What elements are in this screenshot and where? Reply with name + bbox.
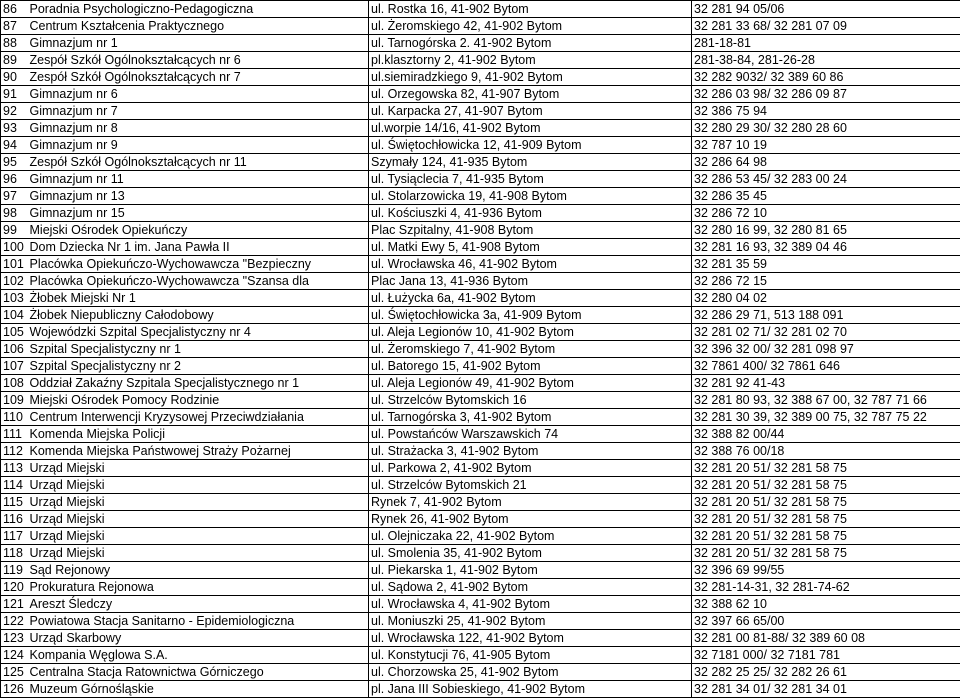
- institution-name-cell: Placówka Opiekuńczo-Wychowawcza "Bezpieczny: [28, 256, 369, 273]
- row-number-cell: 94: [1, 137, 28, 154]
- institution-name-cell: Urząd Miejski: [28, 511, 369, 528]
- phone-cell: 32 286 72 10: [692, 205, 960, 222]
- institution-name-cell: Kompania Węglowa S.A.: [28, 647, 369, 664]
- phone-cell: 32 388 62 10: [692, 596, 960, 613]
- row-number-cell: 106: [1, 341, 28, 358]
- phone-cell: 32 286 35 45: [692, 188, 960, 205]
- phone-cell: 32 281 00 81-88/ 32 389 60 08: [692, 630, 960, 647]
- institution-name-cell: Centrum Kształcenia Praktycznego: [28, 18, 369, 35]
- phone-cell: 32 281 20 51/ 32 281 58 75: [692, 511, 960, 528]
- institution-name-cell: Gimnazjum nr 7: [28, 103, 369, 120]
- institution-name-cell: Placówka Opiekuńczo-Wychowawcza "Szansa dla: [28, 273, 369, 290]
- row-number-cell: 105: [1, 324, 28, 341]
- institution-name-cell: Zespół Szkół Ogólnokształcących nr 7: [28, 69, 369, 86]
- phone-cell: 32 281 35 59: [692, 256, 960, 273]
- row-number-cell: 92: [1, 103, 28, 120]
- phone-cell: 32 281 20 51/ 32 281 58 75: [692, 545, 960, 562]
- table-row: [1, 120, 960, 137]
- phone-cell: 32 286 64 98: [692, 154, 960, 171]
- address-cell: ul. Tarnogórska 3, 41-902 Bytom: [369, 409, 692, 426]
- table-row: [1, 477, 960, 494]
- table-row: [1, 239, 960, 256]
- address-cell: ul. Orzegowska 82, 41-907 Bytom: [369, 86, 692, 103]
- address-cell: ul. Aleja Legionów 10, 41-902 Bytom: [369, 324, 692, 341]
- table-row: [1, 171, 960, 188]
- table-row: [1, 69, 960, 86]
- phone-cell: 32 281 94 05/06: [692, 1, 960, 18]
- row-number-cell: 115: [1, 494, 28, 511]
- address-cell: ul. Stolarzowicka 19, 41-908 Bytom: [369, 188, 692, 205]
- row-number-cell: 95: [1, 154, 28, 171]
- row-number-cell: 114: [1, 477, 28, 494]
- institution-name-cell: Dom Dziecka Nr 1 im. Jana Pawła II: [28, 239, 369, 256]
- table-row: [1, 460, 960, 477]
- address-cell: Rynek 26, 41-902 Bytom: [369, 511, 692, 528]
- row-number-cell: 102: [1, 273, 28, 290]
- institution-name-cell: Oddział Zakaźny Szpitala Specjalistycznego nr 1: [28, 375, 369, 392]
- institution-name-cell: Poradnia Psychologiczno-Pedagogiczna: [28, 1, 369, 18]
- address-cell: ul. Batorego 15, 41-902 Bytom: [369, 358, 692, 375]
- table-row: [1, 613, 960, 630]
- table-row: [1, 494, 960, 511]
- address-cell: ul. Moniuszki 25, 41-902 Bytom: [369, 613, 692, 630]
- table-row: [1, 409, 960, 426]
- address-cell: Szymały 124, 41-935 Bytom: [369, 154, 692, 171]
- institution-name-cell: Muzeum Górnośląskie: [28, 681, 369, 698]
- phone-cell: 32 281 92 41-43: [692, 375, 960, 392]
- row-number-cell: 117: [1, 528, 28, 545]
- address-cell: pl. Jana III Sobieskiego, 41-902 Bytom: [369, 681, 692, 698]
- row-number-cell: 103: [1, 290, 28, 307]
- address-cell: ul. Żeromskiego 42, 41-902 Bytom: [369, 18, 692, 35]
- table-row: [1, 375, 960, 392]
- table-row: [1, 52, 960, 69]
- address-cell: ul. Karpacka 27, 41-907 Bytom: [369, 103, 692, 120]
- row-number-cell: 99: [1, 222, 28, 239]
- address-cell: ul. Wrocławska 46, 41-902 Bytom: [369, 256, 692, 273]
- phone-cell: 32 281 20 51/ 32 281 58 75: [692, 460, 960, 477]
- address-cell: ul. Wrocławska 4, 41-902 Bytom: [369, 596, 692, 613]
- phone-cell: 32 281 02 71/ 32 281 02 70: [692, 324, 960, 341]
- table-row: [1, 290, 960, 307]
- row-number-cell: 112: [1, 443, 28, 460]
- institution-name-cell: Urząd Miejski: [28, 528, 369, 545]
- institution-name-cell: Zespół Szkół Ogólnokształcących nr 6: [28, 52, 369, 69]
- institution-name-cell: Komenda Miejska Państwowej Straży Pożarnej: [28, 443, 369, 460]
- phone-cell: 281-38-84, 281-26-28: [692, 52, 960, 69]
- table-row: [1, 222, 960, 239]
- table-row: [1, 35, 960, 52]
- row-number-cell: 90: [1, 69, 28, 86]
- phone-cell: 32 280 16 99, 32 280 81 65: [692, 222, 960, 239]
- row-number-cell: 123: [1, 630, 28, 647]
- table-row: [1, 579, 960, 596]
- institution-name-cell: Szpital Specjalistyczny nr 2: [28, 358, 369, 375]
- address-cell: ul. Smolenia 35, 41-902 Bytom: [369, 545, 692, 562]
- address-cell: ul. Wrocławska 122, 41-902 Bytom: [369, 630, 692, 647]
- institution-name-cell: Żłobek Niepubliczny Całodobowy: [28, 307, 369, 324]
- table-row: [1, 681, 960, 698]
- institution-name-cell: Gimnazjum nr 15: [28, 205, 369, 222]
- phone-cell: 32 396 69 99/55: [692, 562, 960, 579]
- phone-cell: 32 286 29 71, 513 188 091: [692, 307, 960, 324]
- address-cell: ul. Świętochłowicka 3a, 41-909 Bytom: [369, 307, 692, 324]
- address-cell: ul.siemiradzkiego 9, 41-902 Bytom: [369, 69, 692, 86]
- phone-cell: 32 281 20 51/ 32 281 58 75: [692, 477, 960, 494]
- address-cell: ul. Kościuszki 4, 41-936 Bytom: [369, 205, 692, 222]
- table-row: [1, 630, 960, 647]
- phone-cell: 32 281 16 93, 32 389 04 46: [692, 239, 960, 256]
- institution-name-cell: Miejski Ośrodek Opiekuńczy: [28, 222, 369, 239]
- table-row: [1, 154, 960, 171]
- row-number-cell: 113: [1, 460, 28, 477]
- table-row: [1, 341, 960, 358]
- table-row: [1, 358, 960, 375]
- phone-cell: 32 386 75 94: [692, 103, 960, 120]
- table-row: [1, 664, 960, 681]
- row-number-cell: 98: [1, 205, 28, 222]
- row-number-cell: 109: [1, 392, 28, 409]
- row-number-cell: 111: [1, 426, 28, 443]
- phone-cell: 32 787 10 19: [692, 137, 960, 154]
- table-row: [1, 443, 960, 460]
- institution-name-cell: Komenda Miejska Policji: [28, 426, 369, 443]
- table-row: [1, 273, 960, 290]
- phone-cell: 32 286 53 45/ 32 283 00 24: [692, 171, 960, 188]
- address-cell: ul. Łużycka 6a, 41-902 Bytom: [369, 290, 692, 307]
- institution-name-cell: Areszt Śledczy: [28, 596, 369, 613]
- row-number-cell: 93: [1, 120, 28, 137]
- address-cell: ul. Matki Ewy 5, 41-908 Bytom: [369, 239, 692, 256]
- institution-name-cell: Miejski Ośrodek Pomocy Rodzinie: [28, 392, 369, 409]
- address-cell: ul. Rostka 16, 41-902 Bytom: [369, 1, 692, 18]
- row-number-cell: 89: [1, 52, 28, 69]
- phone-cell: 32 281 33 68/ 32 281 07 09: [692, 18, 960, 35]
- institution-name-cell: Sąd Rejonowy: [28, 562, 369, 579]
- address-cell: pl.klasztorny 2, 41-902 Bytom: [369, 52, 692, 69]
- institution-name-cell: Powiatowa Stacja Sanitarno - Epidemiologiczna: [28, 613, 369, 630]
- phone-cell: 32 7181 000/ 32 7181 781: [692, 647, 960, 664]
- address-cell: ul. Strażacka 3, 41-902 Bytom: [369, 443, 692, 460]
- address-cell: ul. Tarnogórska 2. 41-902 Bytom: [369, 35, 692, 52]
- row-number-cell: 125: [1, 664, 28, 681]
- phone-cell: 32 388 82 00/44: [692, 426, 960, 443]
- table-row: [1, 324, 960, 341]
- row-number-cell: 124: [1, 647, 28, 664]
- phone-cell: 32 282 9032/ 32 389 60 86: [692, 69, 960, 86]
- table-row: [1, 511, 960, 528]
- institution-name-cell: Urząd Skarbowy: [28, 630, 369, 647]
- institution-name-cell: Centralna Stacja Ratownictwa Górniczego: [28, 664, 369, 681]
- table-row: [1, 307, 960, 324]
- table-row: [1, 86, 960, 103]
- address-cell: ul. Olejniczaka 22, 41-902 Bytom: [369, 528, 692, 545]
- institution-name-cell: Żłobek Miejski Nr 1: [28, 290, 369, 307]
- row-number-cell: 86: [1, 1, 28, 18]
- phone-cell: 32 7861 400/ 32 7861 646: [692, 358, 960, 375]
- table-row: [1, 545, 960, 562]
- table-row: [1, 426, 960, 443]
- phone-cell: 32 281 20 51/ 32 281 58 75: [692, 528, 960, 545]
- phone-cell: 32 281 20 51/ 32 281 58 75: [692, 494, 960, 511]
- phone-cell: 32 281-14-31, 32 281-74-62: [692, 579, 960, 596]
- address-cell: ul. Konstytucji 76, 41-905 Bytom: [369, 647, 692, 664]
- institution-name-cell: Prokuratura Rejonowa: [28, 579, 369, 596]
- phone-cell: 32 281 80 93, 32 388 67 00, 32 787 71 66: [692, 392, 960, 409]
- row-number-cell: 96: [1, 171, 28, 188]
- institution-name-cell: Gimnazjum nr 1: [28, 35, 369, 52]
- row-number-cell: 108: [1, 375, 28, 392]
- institution-name-cell: Gimnazjum nr 9: [28, 137, 369, 154]
- address-cell: ul. Aleja Legionów 49, 41-902 Bytom: [369, 375, 692, 392]
- row-number-cell: 87: [1, 18, 28, 35]
- phone-cell: 32 388 76 00/18: [692, 443, 960, 460]
- institution-name-cell: Urząd Miejski: [28, 545, 369, 562]
- institution-name-cell: Wojewódzki Szpital Specjalistyczny nr 4: [28, 324, 369, 341]
- phone-cell: 32 282 25 25/ 32 282 26 61: [692, 664, 960, 681]
- address-cell: Plac Szpitalny, 41-908 Bytom: [369, 222, 692, 239]
- row-number-cell: 97: [1, 188, 28, 205]
- phone-cell: 281-18-81: [692, 35, 960, 52]
- table-row: [1, 596, 960, 613]
- table-row: [1, 18, 960, 35]
- phone-cell: 32 280 04 02: [692, 290, 960, 307]
- table-row: [1, 647, 960, 664]
- institution-name-cell: Centrum Interwencji Kryzysowej Przeciwdziałania: [28, 409, 369, 426]
- table-row: [1, 188, 960, 205]
- institution-name-cell: Urząd Miejski: [28, 477, 369, 494]
- table-row: [1, 103, 960, 120]
- row-number-cell: 104: [1, 307, 28, 324]
- institution-name-cell: Zespół Szkół Ogólnokształcących nr 11: [28, 154, 369, 171]
- address-cell: Plac Jana 13, 41-936 Bytom: [369, 273, 692, 290]
- table-row: [1, 562, 960, 579]
- table-row: [1, 137, 960, 154]
- phone-cell: 32 280 29 30/ 32 280 28 60: [692, 120, 960, 137]
- institution-name-cell: Gimnazjum nr 8: [28, 120, 369, 137]
- row-number-cell: 122: [1, 613, 28, 630]
- phone-cell: 32 281 30 39, 32 389 00 75, 32 787 75 22: [692, 409, 960, 426]
- address-cell: ul. Żeromskiego 7, 41-902 Bytom: [369, 341, 692, 358]
- row-number-cell: 100: [1, 239, 28, 256]
- table-row: [1, 1, 960, 18]
- address-cell: ul. Powstańców Warszawskich 74: [369, 426, 692, 443]
- phone-cell: 32 286 72 15: [692, 273, 960, 290]
- address-cell: ul. Parkowa 2, 41-902 Bytom: [369, 460, 692, 477]
- address-cell: ul. Strzelców Bytomskich 16: [369, 392, 692, 409]
- institution-name-cell: Urząd Miejski: [28, 460, 369, 477]
- row-number-cell: 120: [1, 579, 28, 596]
- row-number-cell: 88: [1, 35, 28, 52]
- address-cell: ul. Tysiąclecia 7, 41-935 Bytom: [369, 171, 692, 188]
- phone-cell: 32 396 32 00/ 32 281 098 97: [692, 341, 960, 358]
- phone-cell: 32 397 66 65/00: [692, 613, 960, 630]
- row-number-cell: 91: [1, 86, 28, 103]
- address-cell: ul.worpie 14/16, 41-902 Bytom: [369, 120, 692, 137]
- phone-cell: 32 281 34 01/ 32 281 34 01: [692, 681, 960, 698]
- row-number-cell: 126: [1, 681, 28, 698]
- institution-name-cell: Gimnazjum nr 6: [28, 86, 369, 103]
- row-number-cell: 110: [1, 409, 28, 426]
- address-cell: Rynek 7, 41-902 Bytom: [369, 494, 692, 511]
- table-row: [1, 205, 960, 222]
- row-number-cell: 118: [1, 545, 28, 562]
- address-cell: ul. Piekarska 1, 41-902 Bytom: [369, 562, 692, 579]
- row-number-cell: 107: [1, 358, 28, 375]
- table-body: [1, 1, 960, 698]
- table-row: [1, 256, 960, 273]
- institution-name-cell: Gimnazjum nr 13: [28, 188, 369, 205]
- address-cell: ul. Strzelców Bytomskich 21: [369, 477, 692, 494]
- institution-name-cell: Gimnazjum nr 11: [28, 171, 369, 188]
- row-number-cell: 101: [1, 256, 28, 273]
- table-row: [1, 528, 960, 545]
- address-cell: ul. Chorzowska 25, 41-902 Bytom: [369, 664, 692, 681]
- row-number-cell: 121: [1, 596, 28, 613]
- address-cell: ul. Sądowa 2, 41-902 Bytom: [369, 579, 692, 596]
- row-number-cell: 119: [1, 562, 28, 579]
- institution-name-cell: Szpital Specjalistyczny nr 1: [28, 341, 369, 358]
- institution-name-cell: Urząd Miejski: [28, 494, 369, 511]
- address-cell: ul. Świętochłowicka 12, 41-909 Bytom: [369, 137, 692, 154]
- table-row: [1, 392, 960, 409]
- phone-cell: 32 286 03 98/ 32 286 09 87: [692, 86, 960, 103]
- row-number-cell: 116: [1, 511, 28, 528]
